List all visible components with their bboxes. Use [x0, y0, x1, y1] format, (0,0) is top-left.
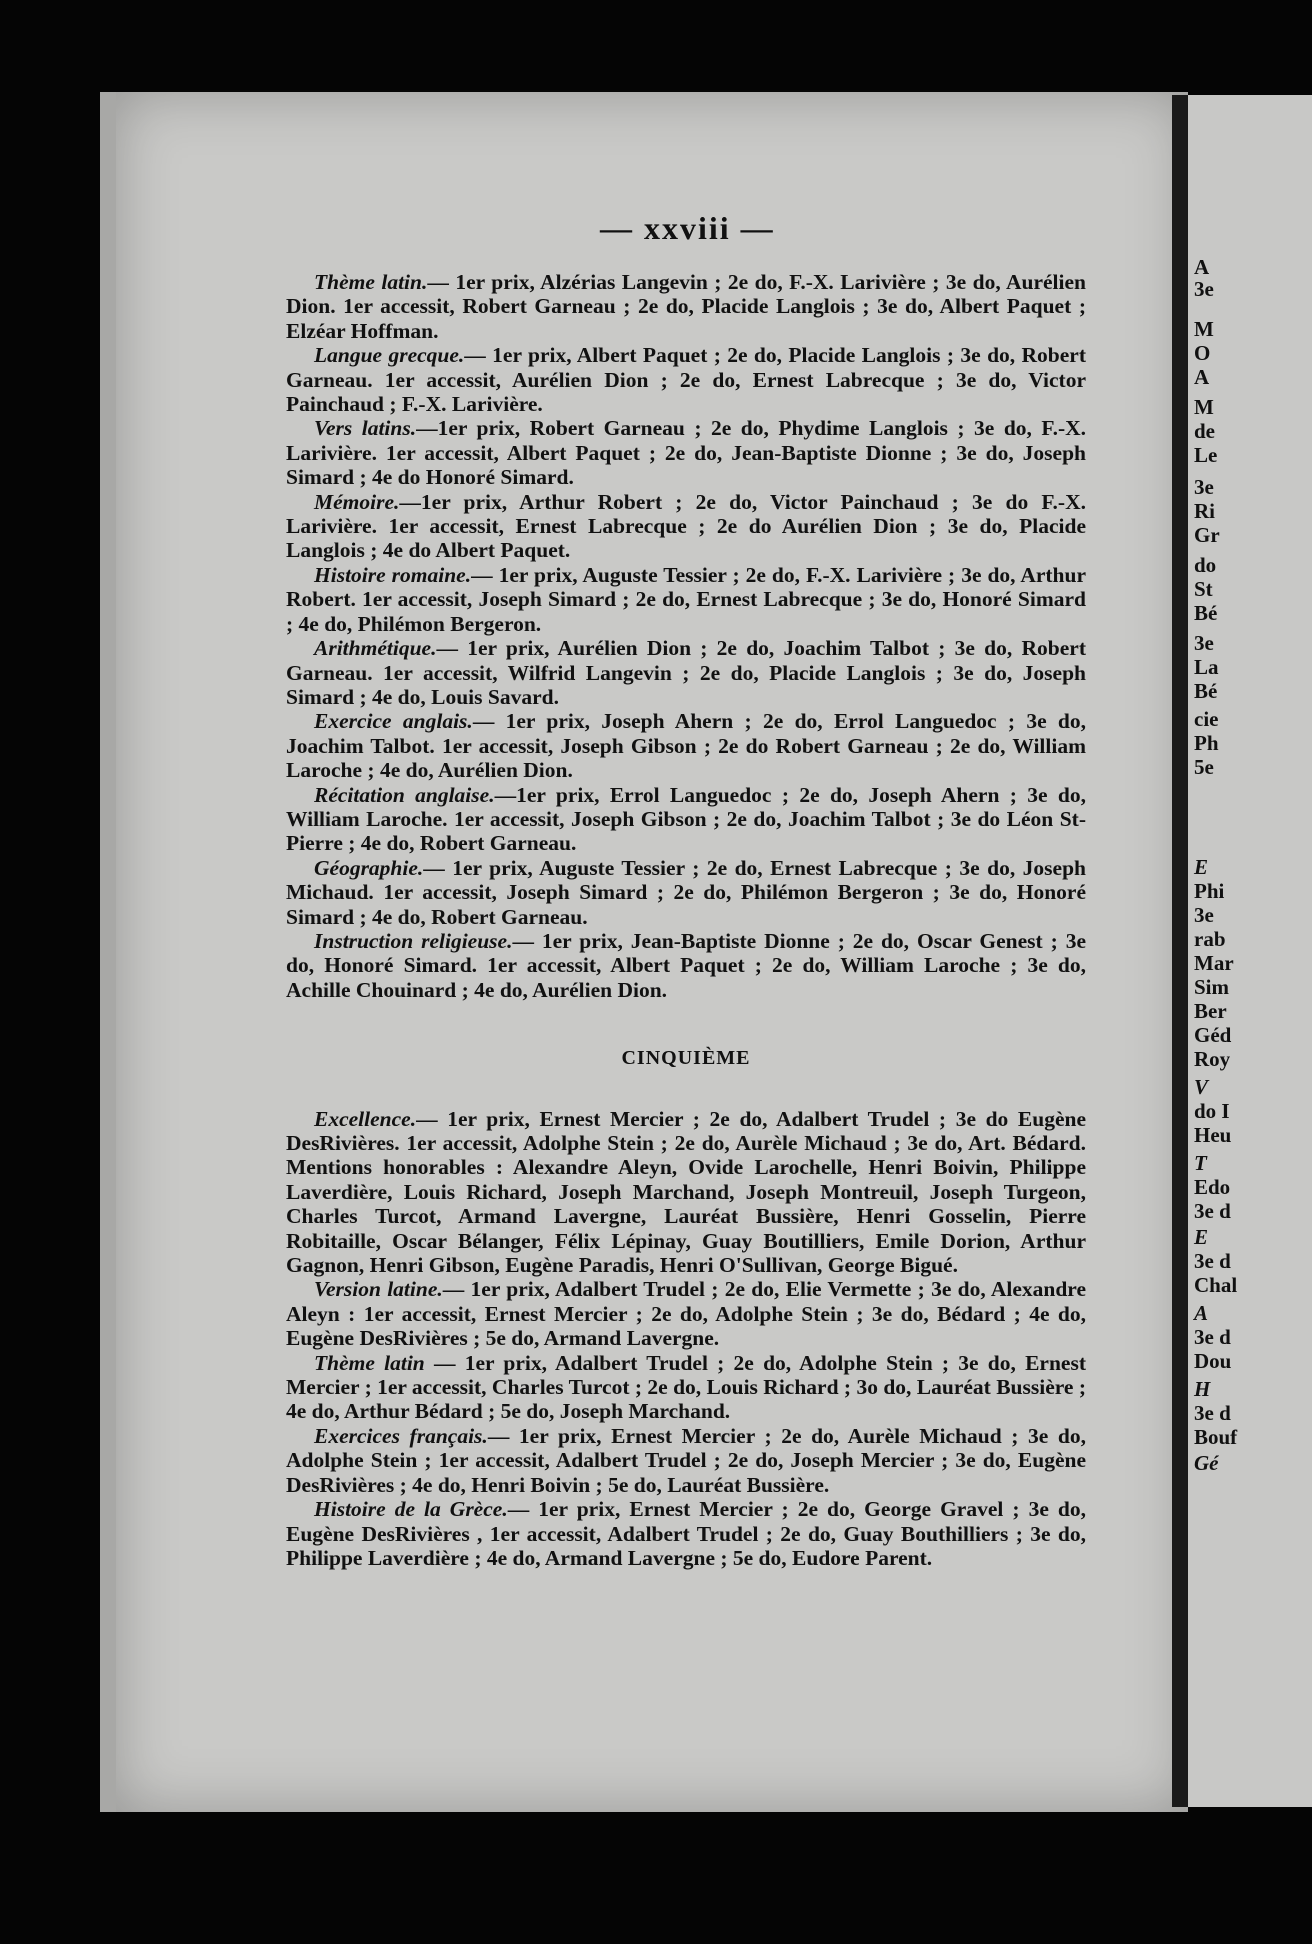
facing-page-fragment: de: [1194, 419, 1215, 443]
facing-page-fragment: O: [1194, 341, 1211, 365]
facing-page-fragment: A: [1194, 365, 1210, 389]
subject-heading: Version latine.: [314, 1277, 443, 1302]
book-gutter: [1172, 95, 1188, 1807]
subject-heading: Exercice anglais.: [314, 709, 473, 734]
prize-paragraph: [286, 856, 1086, 929]
facing-page-fragment: La: [1194, 655, 1219, 679]
facing-page-fragment: H: [1194, 1377, 1211, 1401]
prize-paragraph: [286, 709, 1086, 782]
subject-heading: Instruction religieuse.: [314, 928, 513, 953]
facing-page-fragment: Gr: [1194, 523, 1220, 547]
prize-paragraph: [286, 1107, 1086, 1278]
subject-heading: Thème latin: [314, 1350, 425, 1375]
facing-page-fragment: Chal: [1194, 1273, 1238, 1297]
facing-page-fragment: 5e: [1194, 755, 1214, 779]
prize-text: — 1er prix, Adalbert Trudel ; 2e do, Adolphe Stein ; 3e do, Ernest Mercier ; 1er accessit, Charles Turcot ; 2e do, Louis Richard ; 3o do, Lauréat Bussière ; 4e do, Arthur Bédard ; 5e do, Joseph Marchand.: [286, 1350, 1086, 1424]
facing-page-fragment: cie: [1194, 707, 1219, 731]
facing-page-fragment: 3e: [1194, 277, 1214, 301]
prize-paragraph: [286, 929, 1086, 1002]
facing-page-fragment: Heu: [1194, 1123, 1232, 1147]
facing-page-fragment: 3e d: [1194, 1325, 1231, 1349]
prize-text: — 1er prix, Joseph Ahern ; 2e do, Errol Languedoc ; 3e do, Joachim Talbot. 1er accessit, Joseph Gibson ; 2e do Robert Garneau ; 2e do, William Laroche ; 4e do, Aurélien Dion.: [286, 709, 1087, 783]
facing-page-fragment: Ber: [1194, 999, 1227, 1023]
prize-paragraph: [286, 1424, 1086, 1497]
prize-text: —1er prix, Arthur Robert ; 2e do, Victor Painchaud ; 3e do F.-X. Larivière. 1er accessit, Ernest Labrecque ; 2e do Aurélien Dion ; 3e do, Placide Langlois ; 4e do Albert Paquet.: [286, 489, 1086, 563]
facing-page-fragment: T: [1194, 1151, 1207, 1175]
prize-text: — 1er prix, Albert Paquet ; 2e do, Placide Langlois ; 3e do, Robert Garneau. 1er accessit, Aurélien Dion ; 2e do, Ernest Labrecque ; 3e do, Victor Painchaud ; F.-X. Larivière.: [286, 343, 1087, 417]
prize-paragraph: [286, 783, 1086, 856]
prize-text: — 1er prix, Alzérias Langevin ; 2e do, F.-X. Larivière ; 3e do, Aurélien Dion. 1er accessit, Robert Garneau ; 2e do, Placide Langlois ; 3e do, Albert Paquet ; Elzéar Hoffman.: [286, 270, 1087, 343]
prize-paragraph: [286, 270, 1086, 343]
prize-list-top: [286, 270, 1086, 1002]
facing-page-fragment: E: [1194, 855, 1209, 879]
subject-heading: Langue grecque.: [314, 343, 465, 368]
facing-page-fragment: 3e: [1194, 475, 1214, 499]
facing-page-fragment: A: [1194, 1301, 1209, 1325]
facing-page-fragment: 3e: [1194, 631, 1214, 655]
subject-heading: Vers latins.: [314, 416, 417, 441]
prize-text: — 1er prix, Ernest Mercier ; 2e do, Aurèle Michaud ; 3e do, Adolphe Stein ; 1er accessit, Adalbert Trudel ; 2e do, Joseph Mercier ; 3e do, Eugène DesRivières ; 4e do, Henri Boivin ; 5e do, Lauréat Bussière.: [286, 1423, 1086, 1497]
facing-page-fragment: V: [1194, 1075, 1209, 1099]
subject-heading: Excellence.: [314, 1106, 417, 1131]
facing-page-fragment: Dou: [1194, 1349, 1232, 1373]
subject-heading: Géographie.: [314, 855, 424, 880]
facing-page-fragment: Bé: [1194, 679, 1218, 703]
prize-text: — 1er prix, Adalbert Trudel ; 2e do, Elie Vermette ; 3e do, Alexandre Aleyn : 1er accessit, Ernest Mercier ; 2e do, Adolphe Stein ; 3e do, Bédard ; 4e do, Eugène DesRivières ; 5e do, Armand Lavergne.: [286, 1277, 1086, 1351]
facing-page-fragment: Le: [1194, 443, 1218, 467]
section-title: CINQUIÈME: [621, 1047, 751, 1070]
facing-page-fragment: rab: [1194, 927, 1226, 951]
subject-heading: Récitation anglaise.: [314, 782, 495, 807]
prize-text: —1er prix, Errol Languedoc ; 2e do, Joseph Ahern ; 3e do, William Laroche. 1er accessit, Joseph Gibson ; 2e do, Joachim Talbot ; 3e do Léon St-Pierre ; 4e do, Robert Garneau.: [286, 782, 1087, 856]
prize-text: — 1er prix, Aurélien Dion ; 2e do, Joachim Talbot ; 3e do, Robert Garneau. 1er accessit, Wilfrid Langevin ; 2e do, Placide Langlois ; 3e do, Joseph Simard ; 4e do, Louis Savard.: [286, 636, 1086, 709]
facing-page-fragment: Bouf: [1194, 1425, 1238, 1449]
subject-heading: Thème latin.: [314, 270, 428, 294]
prize-paragraph: [286, 636, 1086, 709]
facing-page-fragment: 3e d: [1194, 1199, 1231, 1223]
subject-heading: Histoire romaine.: [314, 562, 472, 587]
prize-paragraph: [286, 1277, 1086, 1350]
subject-heading: Arithmétique.: [314, 636, 437, 661]
prize-paragraph: [286, 416, 1086, 489]
prize-text: — 1er prix, Ernest Mercier ; 2e do, Adalbert Trudel ; 3e do Eugène DesRivières. 1er accessit, Adolphe Stein ; 2e do, Aurèle Michaud ; 3e do, Art. Bédard. Mentions honorables : Alexandre Aleyn, Ovide Larochelle, Henri Boivin, Philippe Laverdière, Louis Richard, Joseph Marchand, Joseph Montreuil, Joseph Turgeon, Charles Turcot, Armand Lavergne, Lauréat Bussière, Henri Gosselin, Pierre Robitaille, Oscar Bélanger, Félix Lépinay, Guay Boutilliers, Emile Dorion, Arthur Gagnon, Henri Gibson, Eugène Paradis, Henri O'Sullivan, George Bigué.: [286, 1106, 1086, 1278]
facing-page-fragment: Géd: [1194, 1023, 1232, 1047]
page-number-header: — xxviii —: [600, 210, 775, 246]
facing-page-fragment: St: [1194, 577, 1213, 601]
page-body: [286, 270, 1086, 1570]
facing-page-fragment: do: [1194, 553, 1217, 577]
prize-paragraph: [286, 563, 1086, 636]
facing-page-fragment: 3e d: [1194, 1401, 1231, 1425]
subject-heading: Histoire de la Grèce.: [314, 1497, 508, 1522]
right-page-edge: [1188, 95, 1312, 1807]
facing-page-fragment: Mar: [1194, 951, 1234, 975]
facing-page-fragment: Roy: [1194, 1047, 1231, 1071]
prize-text: — 1er prix, Auguste Tessier ; 2e do, Ernest Labrecque ; 3e do, Joseph Michaud. 1er accessit, Joseph Simard ; 2e do, Philémon Bergeron ; 3e do, Honoré Simard ; 4e do, Robert Garneau.: [286, 855, 1086, 929]
prize-list-cinquieme: [286, 1107, 1086, 1571]
facing-page-fragment: Ri: [1194, 499, 1215, 523]
facing-page-fragment: M: [1194, 317, 1214, 341]
facing-page-fragment: A: [1194, 255, 1210, 279]
facing-page-fragment: Edo: [1194, 1175, 1231, 1199]
prize-paragraph: [286, 343, 1086, 416]
facing-page-fragment: Phi: [1194, 879, 1225, 903]
facing-page-fragment: M: [1194, 395, 1214, 419]
prize-paragraph: [286, 1351, 1086, 1424]
facing-page-fragment: 3e: [1194, 903, 1214, 927]
facing-page-fragment: E: [1194, 1225, 1209, 1249]
subject-heading: Exercices français.: [314, 1423, 488, 1448]
prize-text: — 1er prix, Auguste Tessier ; 2e do, F.-X. Larivière ; 3e do, Arthur Robert. 1er accessit, Joseph Simard ; 2e do, Ernest Labrecque ; 3e do, Honoré Simard ; 4e do, Philémon Bergeron.: [286, 562, 1087, 636]
facing-page-fragment: Ph: [1194, 731, 1219, 755]
facing-page-fragment: Bé: [1194, 601, 1218, 625]
facing-page-fragment: do I: [1194, 1099, 1230, 1123]
facing-page-fragment: Sim: [1194, 975, 1230, 999]
prize-paragraph: [286, 1497, 1086, 1570]
subject-heading: Mémoire.: [314, 489, 400, 514]
prize-text: — 1er prix, Jean-Baptiste Dionne ; 2e do, Oscar Genest ; 3e do, Honoré Simard. 1er accessit, Albert Paquet ; 2e do, William Laroche ; 3e do, Achille Chouinard ; 4e do, Aurélien Dion.: [286, 928, 1086, 1002]
prize-paragraph: [286, 490, 1086, 563]
prize-text: — 1er prix, Ernest Mercier ; 2e do, George Gravel ; 3e do, Eugène DesRivières , 1er accessit, Adalbert Trudel ; 2e do, Guay Bouthilliers ; 3e do, Philippe Laverdière ; 4e do, Armand Lavergne ; 5e do, Eudore Parent.: [286, 1497, 1086, 1570]
facing-page-fragment: 3e d: [1194, 1249, 1231, 1273]
facing-page-fragment: Gé: [1194, 1451, 1219, 1475]
prize-text: —1er prix, Robert Garneau ; 2e do, Phydime Langlois ; 3e do, F.-X. Larivière. 1er accessit, Albert Paquet ; 2e do, Jean-Baptiste Dionne ; 3e do, Joseph Simard ; 4e do Honoré Simard.: [286, 416, 1087, 490]
